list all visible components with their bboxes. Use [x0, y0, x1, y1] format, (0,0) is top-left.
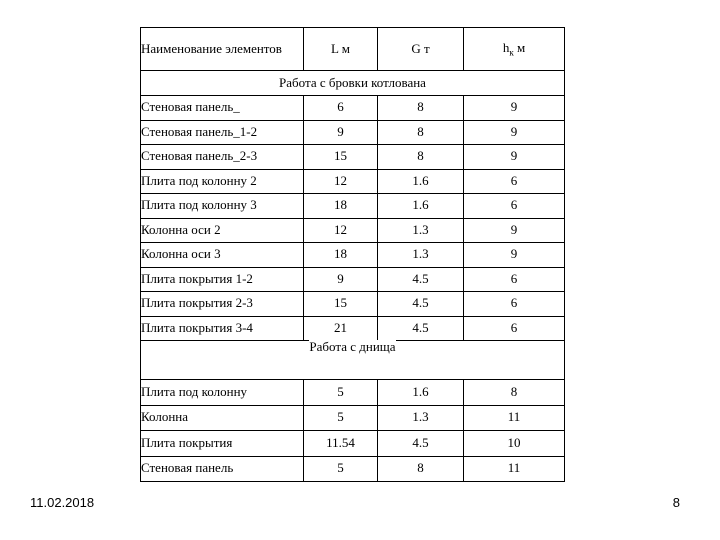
- element-name-cell: Колонна оси 3: [141, 243, 304, 268]
- elements-table: [140, 27, 565, 482]
- header-length: L м: [304, 28, 378, 71]
- table-row: [141, 456, 565, 482]
- length-cell: 18: [304, 243, 378, 268]
- height-cell: 6: [464, 267, 565, 292]
- weight-cell: 8: [378, 456, 464, 482]
- element-name-cell: Плита покрытия 3-4: [141, 316, 304, 341]
- height-cell: 9: [464, 96, 565, 121]
- weight-cell: 4.5: [378, 267, 464, 292]
- table-row: [141, 218, 565, 243]
- section-row: [141, 341, 565, 380]
- header-weight: G т: [378, 28, 464, 71]
- element-name-cell: Плита под колонну 2: [141, 169, 304, 194]
- table-row: [141, 243, 565, 268]
- weight-cell: 4.5: [378, 292, 464, 317]
- table-row: [141, 431, 565, 457]
- element-name-cell: Стеновая панель_1-2: [141, 120, 304, 145]
- height-cell: 6: [464, 194, 565, 219]
- weight-cell: 8: [378, 96, 464, 121]
- height-cell: 9: [464, 120, 565, 145]
- element-name-cell: Плита покрытия 1-2: [141, 267, 304, 292]
- height-cell: 6: [464, 292, 565, 317]
- section-row: [141, 71, 565, 96]
- length-cell: 5: [304, 456, 378, 482]
- page-number: 8: [672, 495, 680, 510]
- weight-cell: 1.6: [378, 380, 464, 406]
- length-cell: 9: [304, 267, 378, 292]
- weight-cell: 8: [378, 120, 464, 145]
- table-row: [141, 380, 565, 406]
- weight-cell: 8: [378, 145, 464, 170]
- height-cell: 8: [464, 380, 565, 406]
- element-name-cell: Плита под колонну: [141, 380, 304, 406]
- height-cell: 11: [464, 456, 565, 482]
- element-name-cell: Стеновая панель: [141, 456, 304, 482]
- height-cell: 9: [464, 243, 565, 268]
- height-cell: 11: [464, 405, 565, 431]
- table-row: [141, 267, 565, 292]
- element-name-cell: Плита покрытия 2-3: [141, 292, 304, 317]
- section2-body: [141, 380, 565, 482]
- weight-cell: 1.3: [378, 243, 464, 268]
- section1-body: [141, 96, 565, 341]
- table-row: [141, 405, 565, 431]
- element-name-cell: Стеновая панель_2-3: [141, 145, 304, 170]
- table-row: [141, 194, 565, 219]
- element-name-cell: Плита под колонну 3: [141, 194, 304, 219]
- weight-cell: 1.6: [378, 194, 464, 219]
- length-cell: 12: [304, 169, 378, 194]
- length-cell: 18: [304, 194, 378, 219]
- length-cell: 5: [304, 405, 378, 431]
- element-name-cell: Колонна: [141, 405, 304, 431]
- table-row: [141, 316, 565, 341]
- length-cell: 5: [304, 380, 378, 406]
- header-name: Наименование элементов: [141, 28, 304, 71]
- length-cell: 12: [304, 218, 378, 243]
- height-cell: 9: [464, 145, 565, 170]
- table-row: [141, 169, 565, 194]
- weight-cell: 1.6: [378, 169, 464, 194]
- header-height: $h_к$ м: [464, 28, 565, 71]
- weight-cell: 1.3: [378, 405, 464, 431]
- element-name-cell: Колонна оси 2: [141, 218, 304, 243]
- table-row: [141, 145, 565, 170]
- height-cell: 10: [464, 431, 565, 457]
- length-cell: 15: [304, 292, 378, 317]
- table-row: [141, 96, 565, 121]
- footer-date: 11.02.2018: [30, 495, 95, 510]
- element-name-cell: Плита покрытия: [141, 431, 304, 457]
- length-cell: 6: [304, 96, 378, 121]
- height-cell: 9: [464, 218, 565, 243]
- length-cell: 21: [304, 316, 378, 341]
- section-title-bottom: Работа с днища: [141, 341, 565, 380]
- weight-cell: 4.5: [378, 316, 464, 341]
- height-cell: 6: [464, 316, 565, 341]
- weight-cell: 1.3: [378, 218, 464, 243]
- table-row: [141, 120, 565, 145]
- height-cell: 6: [464, 169, 565, 194]
- element-name-cell: Стеновая панель_: [141, 96, 304, 121]
- weight-cell: 4.5: [378, 431, 464, 457]
- length-cell: 9: [304, 120, 378, 145]
- length-cell: 11.54: [304, 431, 378, 457]
- table-row: [141, 292, 565, 317]
- header-row: [141, 28, 565, 71]
- section-title-excavation-edge: Работа с бровки котлована: [141, 71, 565, 96]
- length-cell: 15: [304, 145, 378, 170]
